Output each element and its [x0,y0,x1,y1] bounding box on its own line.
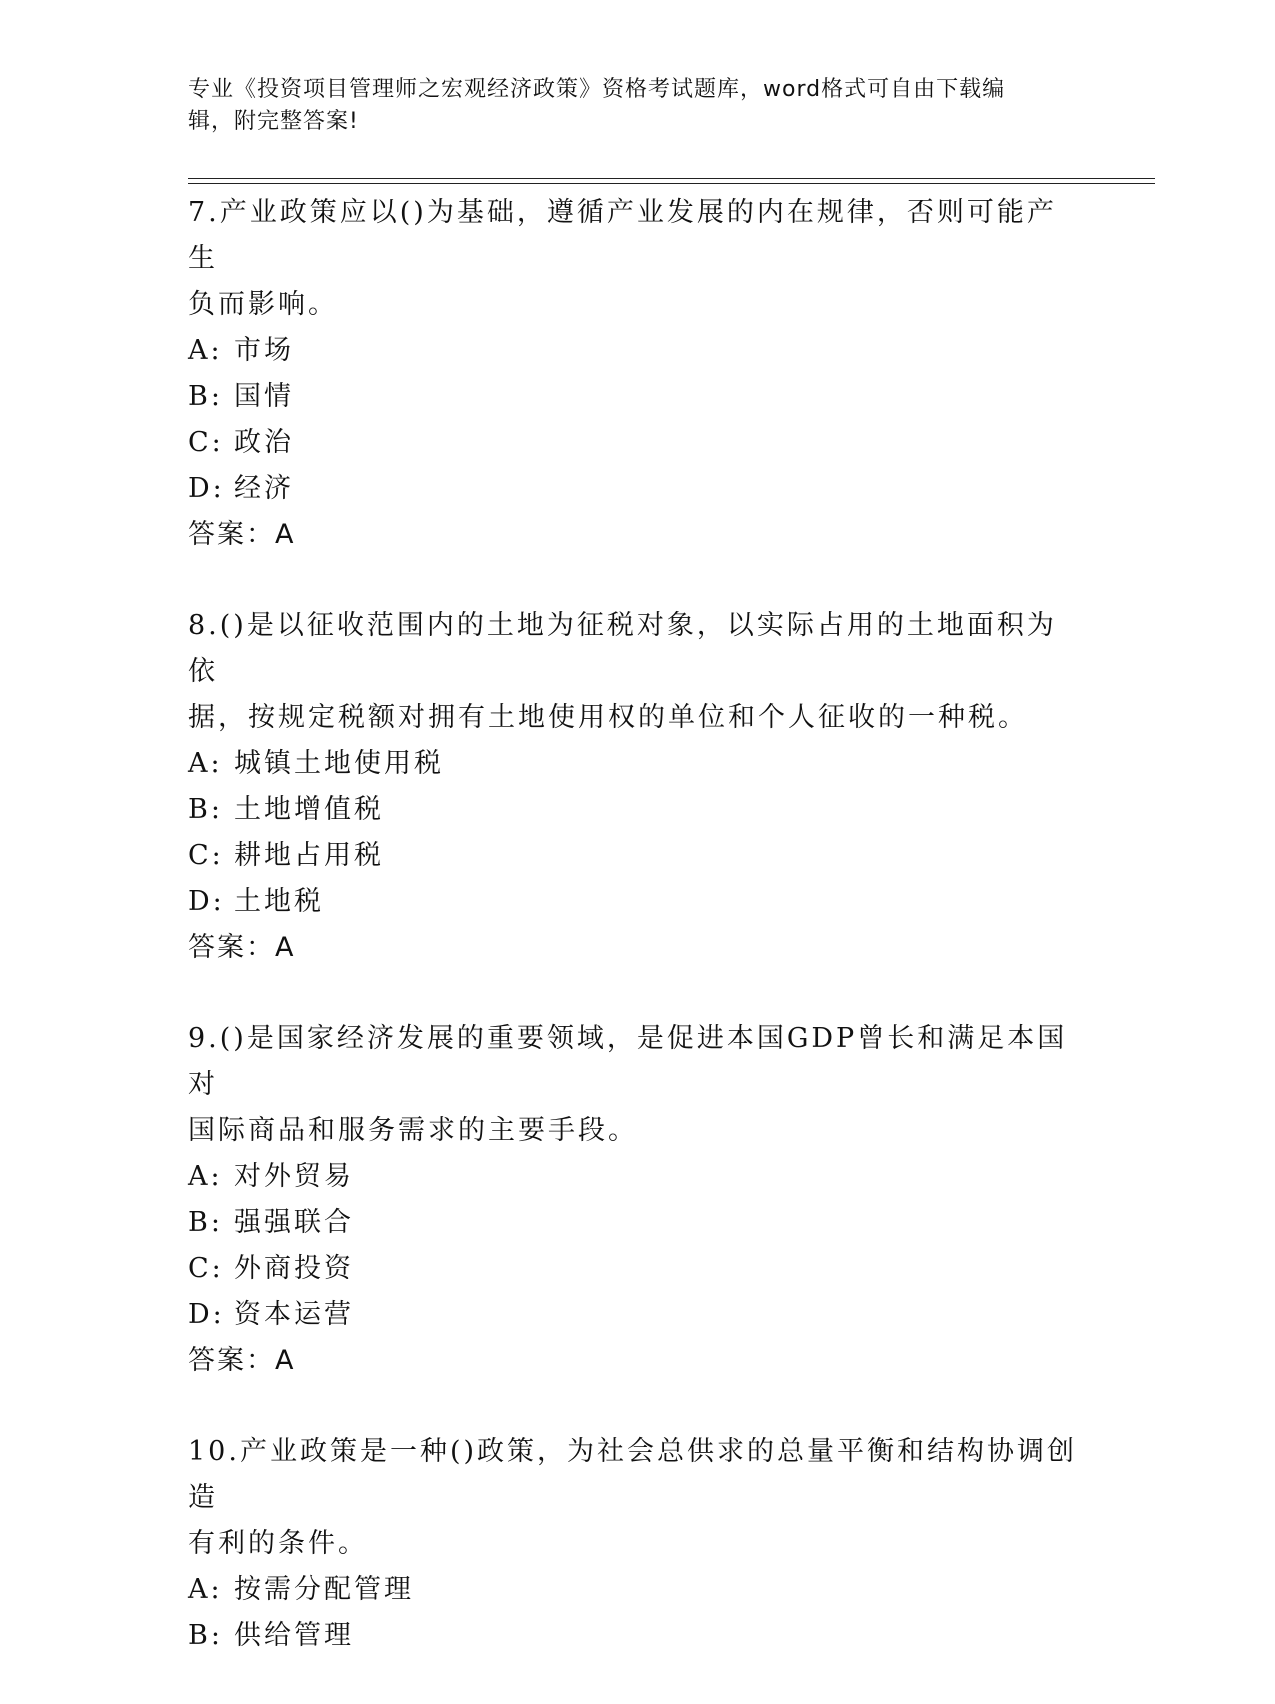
question-text-line-2: 据，按规定税额对拥有土地使用权的单位和个人征收的一种税。 [188,702,1028,733]
option-key: C: [188,840,224,871]
question-list [188,190,1078,1704]
option-text: 对外贸易 [234,1161,354,1192]
question-text-line-2: 有利的条件。 [188,1528,368,1559]
question-8 [188,603,1078,971]
option-a [188,1567,1078,1613]
question-text-line-2: 负而影响。 [188,289,338,320]
option-text: 经济 [234,473,294,504]
option-key: D: [188,1299,225,1330]
header-line-2: 辑，附完整答案! [188,109,359,134]
document-header [188,74,1068,138]
question-number: 7. [188,197,220,228]
option-b [188,1200,1078,1246]
option-d [188,1292,1078,1338]
option-text: 国情 [234,381,294,412]
option-b [188,1613,1078,1659]
option-text: 强强联合 [234,1207,354,1238]
option-key: A: [188,748,223,779]
option-b [188,787,1078,833]
question-text [188,1016,1078,1108]
question-number: 8. [188,610,220,641]
option-d [188,879,1078,925]
option-key: C: [188,1253,224,1284]
option-key: A: [188,1161,223,1192]
option-text: 按需分配管理 [234,1574,414,1605]
option-b [188,374,1078,420]
option-key: C: [188,427,224,458]
header-divider-bottom [188,183,1155,184]
option-c [188,420,1078,466]
option-c [188,833,1078,879]
answer-line: 答案：A [188,519,296,550]
answer-line: 答案：A [188,932,296,963]
question-text-line-1: ()是国家经济发展的重要领域，是促进本国GDP曾长和满足本国对 [188,1023,1068,1100]
option-text: 土地税 [234,886,324,917]
header-line-1: 专业《投资项目管理师之宏观经济政策》资格考试题库，word格式可自由下载编 [188,77,1006,102]
question-text [188,1429,1078,1521]
option-key: D: [188,473,225,504]
option-text: 供给管理 [234,1620,354,1651]
question-text-line-1: ()是以征收范围内的土地为征税对象，以实际占用的土地面积为依 [188,610,1057,687]
option-c [188,1246,1078,1292]
header-divider-top [188,178,1155,179]
option-key: B: [188,381,223,412]
option-text: 城镇土地使用税 [234,748,444,779]
option-text: 市场 [234,335,294,366]
option-d [188,466,1078,512]
option-key: A: [188,335,223,366]
question-text-line-1: 产业政策应以()为基础，遵循产业发展的内在规律，否则可能产生 [188,197,1057,274]
answer-line: 答案：A [188,1345,296,1376]
question-text [188,190,1078,282]
question-9 [188,1016,1078,1384]
option-text: 土地增值税 [234,794,384,825]
question-10 [188,1429,1078,1659]
option-text: 耕地占用税 [234,840,384,871]
option-a [188,1154,1078,1200]
option-text: 政治 [234,427,294,458]
question-text-line-2: 国际商品和服务需求的主要手段。 [188,1115,638,1146]
option-a [188,328,1078,374]
question-text-line-1: 产业政策是一种()政策，为社会总供求的总量平衡和结构协调创造 [188,1436,1078,1513]
question-number: 10. [188,1436,240,1467]
option-key: D: [188,886,225,917]
question-7 [188,190,1078,558]
option-key: B: [188,1207,223,1238]
option-key: B: [188,1620,223,1651]
question-number: 9. [188,1023,220,1054]
question-text [188,603,1078,695]
option-key: B: [188,794,223,825]
option-text: 外商投资 [234,1253,354,1284]
option-text: 资本运营 [234,1299,354,1330]
option-key: A: [188,1574,223,1605]
option-a [188,741,1078,787]
